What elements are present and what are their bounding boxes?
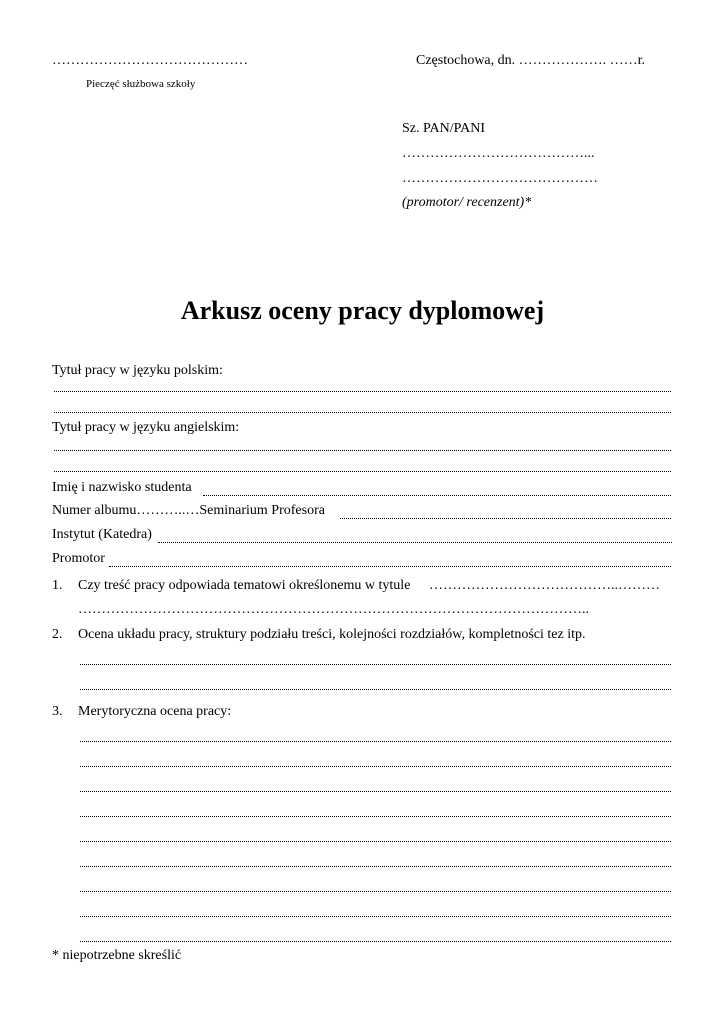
- addressee-line-2: ……………………………………: [402, 171, 598, 186]
- question-3-line-8[interactable]: [80, 915, 671, 917]
- title-pl-line-1[interactable]: [54, 390, 671, 392]
- question-3-line-6[interactable]: [80, 865, 671, 867]
- title-pl-label: Tytuł pracy w języku polskim:: [52, 363, 223, 378]
- title-en-label: Tytuł pracy w języku angielskim:: [52, 420, 240, 435]
- promotor-label: Promotor: [52, 551, 105, 566]
- question-3-text: Merytoryczna ocena pracy:: [78, 704, 232, 719]
- question-2-line-1[interactable]: [80, 663, 671, 665]
- addressee-line-1: …………………………………...: [402, 146, 595, 161]
- page-title: Arkusz oceny pracy dyplomowej: [180, 296, 545, 325]
- question-2-number: 2.: [52, 627, 63, 642]
- question-2-text: Ocena układu pracy, struktury podziału treści, kolejności rozdziałów, kompletności tez itp.: [78, 627, 586, 642]
- addressee-role: (promotor/ recenzent)*: [402, 195, 532, 210]
- footnote: * niepotrzebne skreślić: [52, 948, 182, 963]
- question-1-tail[interactable]: …………………………………..………: [429, 578, 660, 593]
- question-3-number: 3.: [52, 704, 63, 719]
- title-en-line-1[interactable]: [54, 449, 671, 451]
- question-3-line-2[interactable]: [80, 765, 671, 767]
- question-2-line-2[interactable]: [80, 688, 671, 690]
- promotor-line[interactable]: [109, 565, 671, 567]
- addressee: Sz. PAN/PANI: [402, 121, 485, 136]
- student-label: Imię i nazwisko studenta: [52, 480, 192, 495]
- question-3-line-7[interactable]: [80, 890, 671, 892]
- question-3-line-3[interactable]: [80, 790, 671, 792]
- stamp-dots: ……………………………………: [52, 53, 248, 68]
- title-en-line-2[interactable]: [54, 470, 671, 472]
- album-line[interactable]: [340, 517, 671, 519]
- city-date: Częstochowa, dn. ………………. ……r.: [416, 53, 646, 68]
- stamp-label: Pieczęć służbowa szkoły: [86, 78, 196, 90]
- album-label: Numer albumu………..…Seminarium Profesora: [52, 503, 325, 518]
- question-3-line-1[interactable]: [80, 740, 671, 742]
- question-1-line-2[interactable]: ………………………………………………………………………………………………..: [78, 602, 589, 617]
- institute-label: Instytut (Katedra): [52, 527, 152, 542]
- student-line[interactable]: [203, 494, 671, 496]
- institute-line[interactable]: [158, 541, 672, 543]
- question-3-line-9[interactable]: [80, 940, 671, 942]
- question-3-line-5[interactable]: [80, 840, 671, 842]
- title-pl-line-2[interactable]: [54, 411, 671, 413]
- question-3-line-4[interactable]: [80, 815, 671, 817]
- question-1-number: 1.: [52, 578, 63, 593]
- question-1-text: Czy treść pracy odpowiada tematowi określonemu w tytule: [78, 578, 411, 593]
